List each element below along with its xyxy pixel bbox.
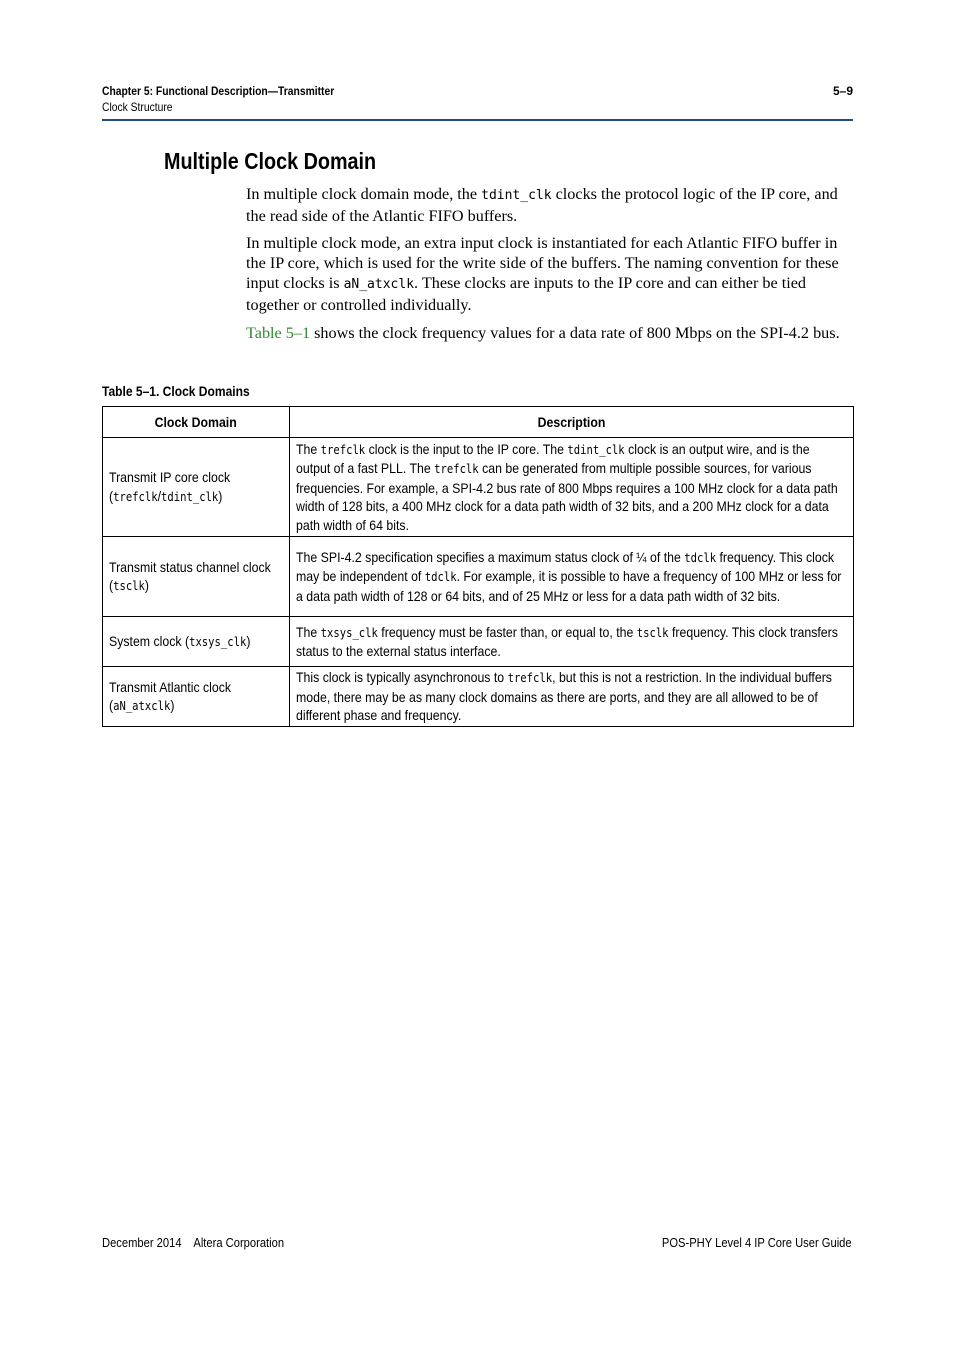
column-header-description bbox=[290, 407, 854, 438]
table-row bbox=[103, 667, 854, 727]
cell-text: clock is the input to the IP core. The bbox=[365, 440, 568, 457]
column-header-label: Description bbox=[537, 414, 606, 430]
description-cell bbox=[290, 438, 854, 537]
code-signal: aN_atxclk bbox=[113, 699, 171, 713]
paragraph-2 bbox=[246, 233, 856, 315]
code-signal: trefclk bbox=[320, 442, 366, 457]
clock-domain-cell bbox=[103, 667, 290, 727]
clock-domains-table bbox=[102, 406, 854, 727]
code-signal: tdint_clk bbox=[481, 188, 552, 203]
code-signal: tdclk bbox=[684, 550, 717, 565]
cell-text: The bbox=[296, 623, 321, 640]
cell-text: . For example, it is possible to have a frequency of 100 MHz or less for a data path width of 128 or 64 bits, and of 25 MHz or less for a data path width of 32 bits. bbox=[296, 568, 842, 604]
cell-text: The SPI-4.2 specification specifies a maximum status clock of ¼ of the bbox=[296, 548, 685, 565]
footer-date-publisher: December 2014 Altera Corporation bbox=[102, 1235, 285, 1250]
clock-domain-cell bbox=[103, 438, 290, 537]
cell-text: , but this is not a restriction. In the individual buffers mode, there may be as many clock domains as there are ports, and they are all allowed to be of different phase and frequency. bbox=[296, 669, 832, 724]
cell-text: System clock ( bbox=[109, 632, 190, 649]
cell-text: ) bbox=[218, 487, 223, 504]
table-caption: Table 5–1. Clock Domains bbox=[102, 383, 250, 399]
clock-domain-cell bbox=[103, 537, 290, 617]
description-cell bbox=[290, 617, 854, 667]
header-rule bbox=[102, 119, 853, 121]
column-header-clock-domain bbox=[103, 407, 290, 438]
code-signal: trefclk bbox=[113, 489, 158, 504]
code-signal: trefclk bbox=[434, 462, 479, 477]
code-signal: txsys_clk bbox=[320, 625, 378, 640]
clock-domain-cell bbox=[103, 617, 290, 667]
cell-text: ) bbox=[246, 632, 251, 649]
code-signal: aN_atxclk bbox=[343, 277, 415, 292]
code-signal: tdint_clk bbox=[161, 489, 219, 504]
code-signal: tdclk bbox=[424, 570, 457, 585]
table-cross-reference-link[interactable]: Table 5–1 bbox=[246, 324, 311, 342]
paragraph-text: In multiple clock domain mode, the bbox=[246, 185, 482, 203]
running-section-title: Clock Structure bbox=[102, 100, 173, 114]
description-cell bbox=[290, 537, 854, 617]
paragraph-1 bbox=[246, 184, 856, 226]
paragraph-3 bbox=[246, 323, 856, 343]
cell-text: This clock is typically asynchronous to bbox=[296, 669, 508, 686]
paragraph-text: . These clocks are inputs to the IP core and can either be tied together or controlled individually. bbox=[246, 274, 806, 314]
paragraph-text: In multiple clock mode, an extra input clock is instantiated for each Atlantic FIFO buffer in the IP core, which is used for the write side of the buffers. The naming convention for these input clocks is bbox=[246, 234, 839, 292]
column-header-label: Clock Domain bbox=[154, 414, 238, 430]
cell-text: ) bbox=[170, 697, 175, 713]
cell-text: / bbox=[157, 487, 162, 504]
code-signal: tsclk bbox=[636, 625, 669, 640]
table-row bbox=[103, 617, 854, 667]
cell-text: frequency must be faster than, or equal to, the bbox=[377, 623, 637, 640]
code-signal: tdint_clk bbox=[567, 442, 625, 457]
footer-document-title: POS-PHY Level 4 IP Core User Guide bbox=[662, 1235, 852, 1250]
cell-text: frequency. This clock transfers status to the external status interface. bbox=[296, 623, 838, 659]
cell-text: Transmit status channel clock ( bbox=[109, 558, 271, 593]
section-heading: Multiple Clock Domain bbox=[164, 148, 377, 174]
code-signal: trefclk bbox=[507, 671, 553, 686]
code-signal: txsys_clk bbox=[189, 634, 247, 649]
cell-text: Transmit IP core clock ( bbox=[109, 469, 231, 504]
code-signal: tsclk bbox=[113, 579, 145, 593]
table-row bbox=[103, 537, 854, 617]
paragraph-text: clocks the protocol logic of the IP core, and the read side of the Atlantic FIFO buffers. bbox=[246, 185, 838, 225]
cell-text: The bbox=[296, 440, 321, 457]
description-cell bbox=[290, 667, 854, 727]
chapter-title: Chapter 5: Functional Description—Transmitter bbox=[102, 84, 335, 98]
table-header-row bbox=[103, 407, 854, 438]
page-header bbox=[102, 84, 853, 122]
cell-text: frequency. This clock may be independent of bbox=[296, 548, 835, 585]
cell-text: ) bbox=[144, 577, 150, 593]
cell-text: Transmit Atlantic clock ( bbox=[109, 678, 232, 713]
page-number: 5–9 bbox=[832, 84, 853, 98]
paragraph-text: shows the clock frequency values for a data rate of 800 Mbps on the SPI-4.2 bus. bbox=[310, 324, 840, 342]
cell-text: clock is an output wire, and is the output of a fast PLL. The bbox=[296, 440, 810, 477]
cell-text: can be generated from multiple possible sources, for various frequencies. For example, a SPI-4.2 bus rate of 800 Mbps requires a 100 MHz clock for a data path width of 128 bits, a 400 MHz clock for a data path width of 32 bits, and a 200 MHz clock for a data path width of 64 bits. bbox=[296, 460, 838, 533]
table-row bbox=[103, 438, 854, 537]
